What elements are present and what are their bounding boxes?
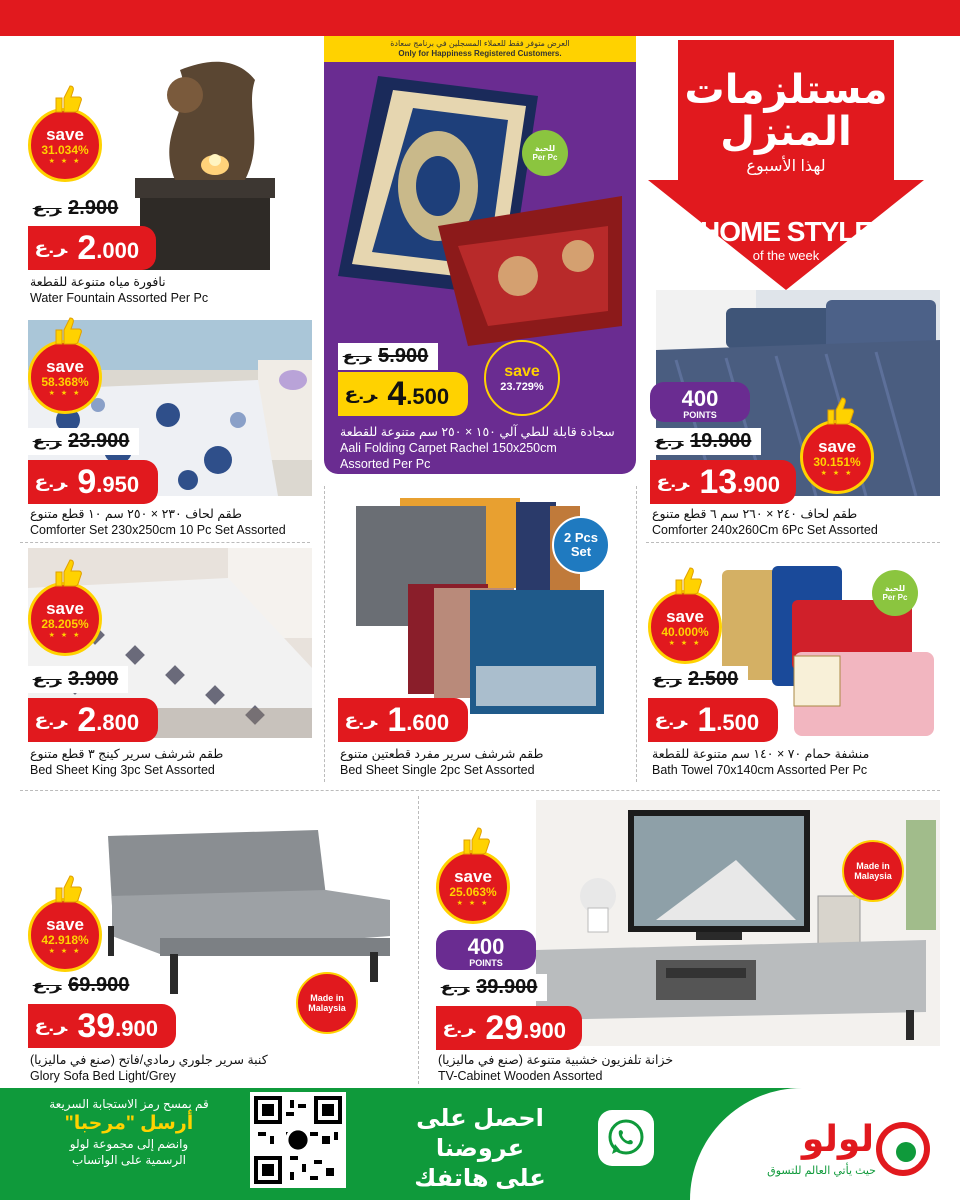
divider bbox=[636, 486, 637, 782]
thumbs-up-icon bbox=[52, 558, 82, 588]
product-caption-fountain: نافورة مياه متنوعة للقطعة Water Fountain Assorted Per Pc bbox=[30, 275, 209, 305]
points-badge-tv-cabinet: 400 POINTS bbox=[436, 930, 536, 970]
thumbs-up-icon bbox=[52, 874, 82, 904]
new-price-fountain: ﺮ.ع 2 .000 bbox=[28, 226, 156, 270]
product-caption-comforter-10pc: طقم لحاف ٢٣٠ × ٢٥٠ سم ١٠ قطع متنوع Comforter Set 230x250cm 10 Pc Set Assorted bbox=[30, 507, 286, 537]
new-price-comforter-10pc: ﺮ.ع 9 .950 bbox=[28, 460, 158, 504]
product-caption-sofa: كنبة سرير جلوري رمادي/فاتح (صنع في ماليزيا) Glory Sofa Bed Light/Grey bbox=[30, 1053, 268, 1083]
made-in-malaysia-badge-sofa: Made in Malaysia bbox=[296, 972, 358, 1034]
currency-icon: ﺮ.ع bbox=[654, 712, 688, 729]
currency-icon: ﺮ.ع bbox=[654, 433, 684, 449]
old-price-bedsheet-king: ﺮ.ع 3.900 bbox=[28, 666, 128, 693]
save-badge-bedsheet-king: save 28.205% ★ ★ ★ bbox=[28, 582, 102, 656]
save-badge-comforter-6pc: save 30.151% ★ ★ ★ bbox=[800, 420, 874, 494]
currency-icon: ﺮ.ع bbox=[34, 474, 68, 491]
currency-icon: ﺮ.ع bbox=[344, 712, 378, 729]
currency-icon: ﺮ.ع bbox=[342, 348, 372, 364]
currency-icon: ﺮ.ع bbox=[442, 1020, 476, 1037]
old-price-sofa: ﺮ.ع 69.900 bbox=[28, 972, 139, 999]
new-price-tv-cabinet: ﺮ.ع 29 .900 bbox=[436, 1006, 582, 1050]
qr-code[interactable] bbox=[250, 1092, 346, 1188]
currency-icon: ﺮ.ع bbox=[344, 386, 378, 403]
new-price-carpet: ﺮ.ع 4 .500 bbox=[338, 372, 468, 416]
product-caption-tv-cabinet: خزانة تلفزيون خشبية متنوعة (صنع في ماليزيا) TV-Cabinet Wooden Assorted bbox=[438, 1053, 674, 1083]
pcs-set-badge: 2 Pcs Set bbox=[552, 516, 610, 574]
per-pc-tag-carpet: للحبة Per Pc bbox=[522, 130, 568, 176]
header-title-ar-1: مستلزمات bbox=[684, 68, 888, 112]
product-image-fountain[interactable] bbox=[135, 50, 280, 270]
old-price-comforter-6pc: ﺮ.ع 19.900 bbox=[650, 428, 761, 455]
thumbs-up-icon bbox=[460, 826, 490, 856]
lulu-logo[interactable] bbox=[740, 1118, 940, 1188]
qr-code-icon bbox=[254, 1096, 342, 1184]
save-badge-sofa: save 42.918% ★ ★ ★ bbox=[28, 898, 102, 972]
lulu-emblem-icon bbox=[876, 1122, 930, 1176]
top-red-bar bbox=[0, 0, 960, 36]
currency-icon: ﺮ.ع bbox=[34, 240, 68, 257]
whatsapp-icon[interactable] bbox=[598, 1110, 654, 1166]
product-image-sofa[interactable] bbox=[100, 826, 394, 996]
new-price-bedsheet-single: ﺮ.ع 1 .600 bbox=[338, 698, 468, 742]
thumbs-up-icon bbox=[52, 84, 82, 114]
lulu-logo-text: لولو bbox=[801, 1118, 874, 1159]
save-badge-tv-cabinet: save 25.063% ★ ★ ★ bbox=[436, 850, 510, 924]
new-price-sofa: ﺮ.ع 39 .900 bbox=[28, 1004, 176, 1048]
currency-icon: ﺮ.ع bbox=[32, 977, 62, 993]
per-pc-tag-towel: للحبة Per Pc bbox=[872, 570, 918, 616]
new-price-towel: ﺮ.ع 1 .500 bbox=[648, 698, 778, 742]
currency-icon: ﺮ.ع bbox=[32, 433, 62, 449]
currency-icon: ﺮ.ع bbox=[34, 712, 68, 729]
product-caption-towel: منشفة حمام ٧٠ × ١٤٠ سم متنوعة للقطعة Bath Towel 70x140cm Assorted Per Pc bbox=[652, 747, 870, 777]
made-in-malaysia-badge-tv-cabinet: Made in Malaysia bbox=[842, 840, 904, 902]
qr-instructions: قم بمسح رمز الاستجابة السريعة أرسل "مرحبا" وانضم إلى مجموعة لولو الرسمية على الواتساب bbox=[49, 1097, 209, 1167]
save-badge-towel: save 40.000% ★ ★ ★ bbox=[648, 590, 722, 664]
thumbs-up-icon bbox=[824, 396, 854, 426]
save-badge-comforter-10pc: save 58.368% ★ ★ ★ bbox=[28, 340, 102, 414]
header-subtitle-en: of the week bbox=[752, 248, 820, 263]
divider bbox=[20, 542, 310, 543]
thumbs-up-icon bbox=[52, 316, 82, 346]
save-badge-carpet: save 23.729% bbox=[484, 340, 560, 416]
header-banner bbox=[648, 40, 924, 290]
old-price-comforter-10pc: ﺮ.ع 23.900 bbox=[28, 428, 139, 455]
product-caption-carpet: سجادة قابلة للطي آلي ١٥٠ × ٢٥٠ سم متنوعة للقطعة Aali Folding Carpet Rachel 150x250cm Assorted Per Pc bbox=[340, 425, 615, 471]
product-image-carpet[interactable] bbox=[338, 76, 622, 346]
old-price-carpet: ﺮ.ع 5.900 bbox=[338, 343, 438, 370]
currency-icon: ﺮ.ع bbox=[656, 474, 690, 491]
currency-icon: ﺮ.ع bbox=[440, 979, 470, 995]
product-caption-comforter-6pc: طقم لحاف ٢٤٠ × ٢٦٠ سم ٦ قطع متنوع Comforter 240x260Cm 6Pc Set Assorted bbox=[652, 507, 878, 537]
product-caption-bedsheet-king: طقم شرشف سرير كينج ٣ قطع متنوع Bed Sheet King 3pc Set Assorted bbox=[30, 747, 224, 777]
header-title-ar-2: المنزل bbox=[720, 110, 852, 154]
product-image-tv-cabinet[interactable] bbox=[536, 800, 940, 1046]
save-badge-fountain: save 31.034% ★ ★ ★ bbox=[28, 108, 102, 182]
new-price-comforter-6pc: ﺮ.ع 13 .900 bbox=[650, 460, 796, 504]
happiness-banner: العرض متوفر فقط للعملاء المسجلين في برنامج سعادة Only for Happiness Registered Customers. bbox=[324, 36, 636, 62]
old-price-tv-cabinet: ﺮ.ع 39.900 bbox=[436, 974, 547, 1001]
header-subtitle-ar: لهذا الأسبوع bbox=[746, 158, 826, 175]
divider bbox=[646, 542, 940, 543]
old-price-towel: ﺮ.ع 2.500 bbox=[648, 666, 748, 693]
lulu-tagline: حيث يأتي العالم للتسوق bbox=[767, 1165, 876, 1177]
product-caption-bedsheet-single: طقم شرشف سرير مفرد قطعتين متنوع Bed Sheet Single 2pc Set Assorted bbox=[340, 747, 544, 777]
divider bbox=[20, 790, 940, 791]
points-badge-comforter-6pc: 400 POINTS bbox=[650, 382, 750, 422]
footer-cta: احصل على عروضنا على هاتفك bbox=[414, 1105, 546, 1192]
divider bbox=[324, 486, 325, 782]
header-title-en: HOME STYLE bbox=[699, 216, 872, 247]
currency-icon: ﺮ.ع bbox=[32, 671, 62, 687]
thumbs-up-icon bbox=[672, 566, 702, 596]
new-price-bedsheet-king: ﺮ.ع 2 .800 bbox=[28, 698, 158, 742]
currency-icon: ﺮ.ع bbox=[32, 200, 62, 216]
divider bbox=[418, 796, 419, 1084]
currency-icon: ﺮ.ع bbox=[652, 671, 682, 687]
old-price-fountain: ﺮ.ع 2.900 bbox=[28, 195, 128, 222]
currency-icon: ﺮ.ع bbox=[34, 1018, 68, 1035]
